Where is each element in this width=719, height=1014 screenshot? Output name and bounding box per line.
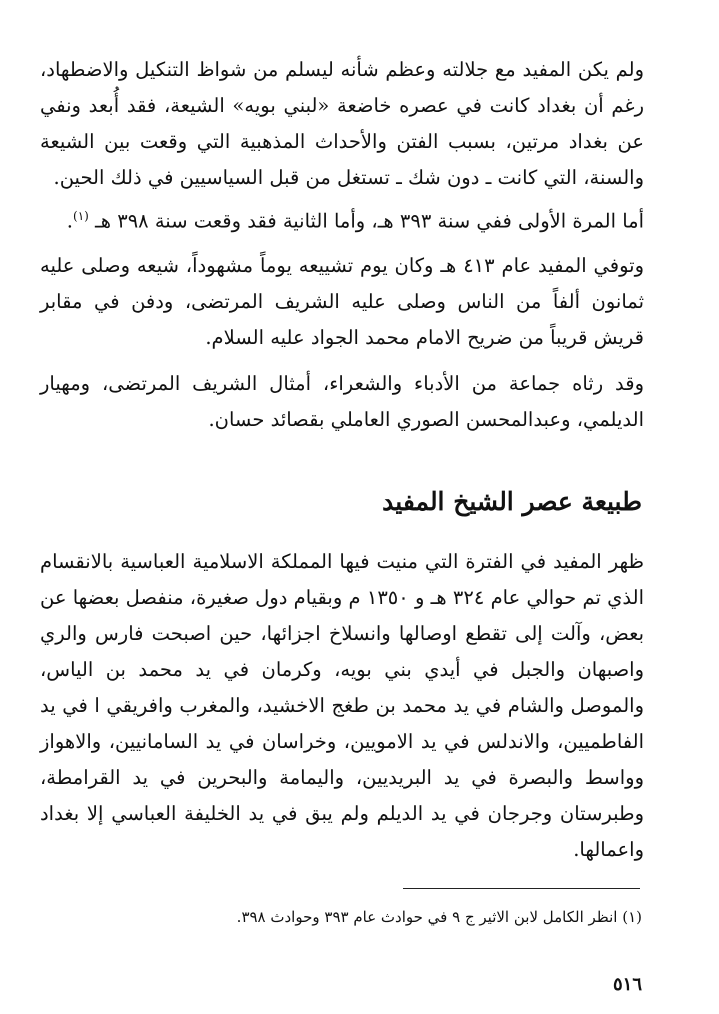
section-heading: طبيعة عصر الشيخ المفيد [382, 487, 642, 516]
footnote: (١) انظر الكامل لابن الاثير ج ٩ في حوادث عام ٣٩٣ وحوادث ٣٩٨. [236, 908, 642, 926]
paragraph-exile: ولم يكن المفيد مع جلالته وعظم شأنه ليسلم من شواظ التنكيل والاضطهاد، رغم أن بغداد كانت في عصره خاضعة «لبني بويه» الشيعة، فقد أُبعد ونفي عن بغداد مرتين، بسبب الفتن والأحداث المذهبية التي وقعت بين الشيعة والسنة، التي كانت ـ دون شك ـ تستغل من قبل السياسيين في ذلك الحين. [40, 58, 644, 189]
paragraph-elegies: وقد رثاه جماعة من الأدباء والشعراء، أمثال الشريف المرتضى، ومهيار الديلمي، وعبدالمحسن الصوري العاملي بقصائد حسان. [40, 372, 644, 431]
paragraph-exile-dates [40, 198, 644, 240]
page-number: ٥١٦ [612, 974, 642, 995]
paragraph-era: ظهر المفيد في الفترة التي منيت فيها المملكة الاسلامية العباسية بالانقسام الذي تم حوالي عام ٣٢٤ هـ و ١٣٥٠ م وبقيام دول صغيرة، منفصل بعضها عن بعض، وآلت إلى تقطع اوصالها وانسلاخ اجزائها، حين اصبحت فارس والري واصبهان والجبل في أيدي بني بويه، وكرمان في يد محمد بن الياس، والموصل والشام في يد محمد بن طغج الاخشيد، والمغرب وافريقي ا في يد الفاطميين، والاندلس في يد الامويين، وخراسان في يد السامانيين، والاهواز وواسط والبصرة في يد البريديين، واليمامة والبحرين في يد القرامطة، وطبرستان وجرجان في يد الديلم ولم يبق في يد الخليفة العباسي إلا بغداد واعمالها. [40, 550, 644, 861]
footnote-divider [403, 888, 640, 889]
footnote-reference: (١) [73, 209, 89, 223]
paragraph-exile-dates-text: أما المرة الأولى ففي سنة ٣٩٣ هـ، وأما الثانية فقد وقعت سنة ٣٩٨ هـ [95, 209, 644, 233]
paragraph-exile-dates-end: . [66, 209, 73, 233]
paragraph-death: وتوفي المفيد عام ٤١٣ هـ وكان يوم تشييعه يوماً مشهوداً، شيعه وصلى عليه ثمانون ألفاً من الناس وصلى عليه الشريف المرتضى، ودفن في مقابر قريش قريباً من ضريح الامام محمد الجواد عليه السلام. [40, 254, 644, 349]
